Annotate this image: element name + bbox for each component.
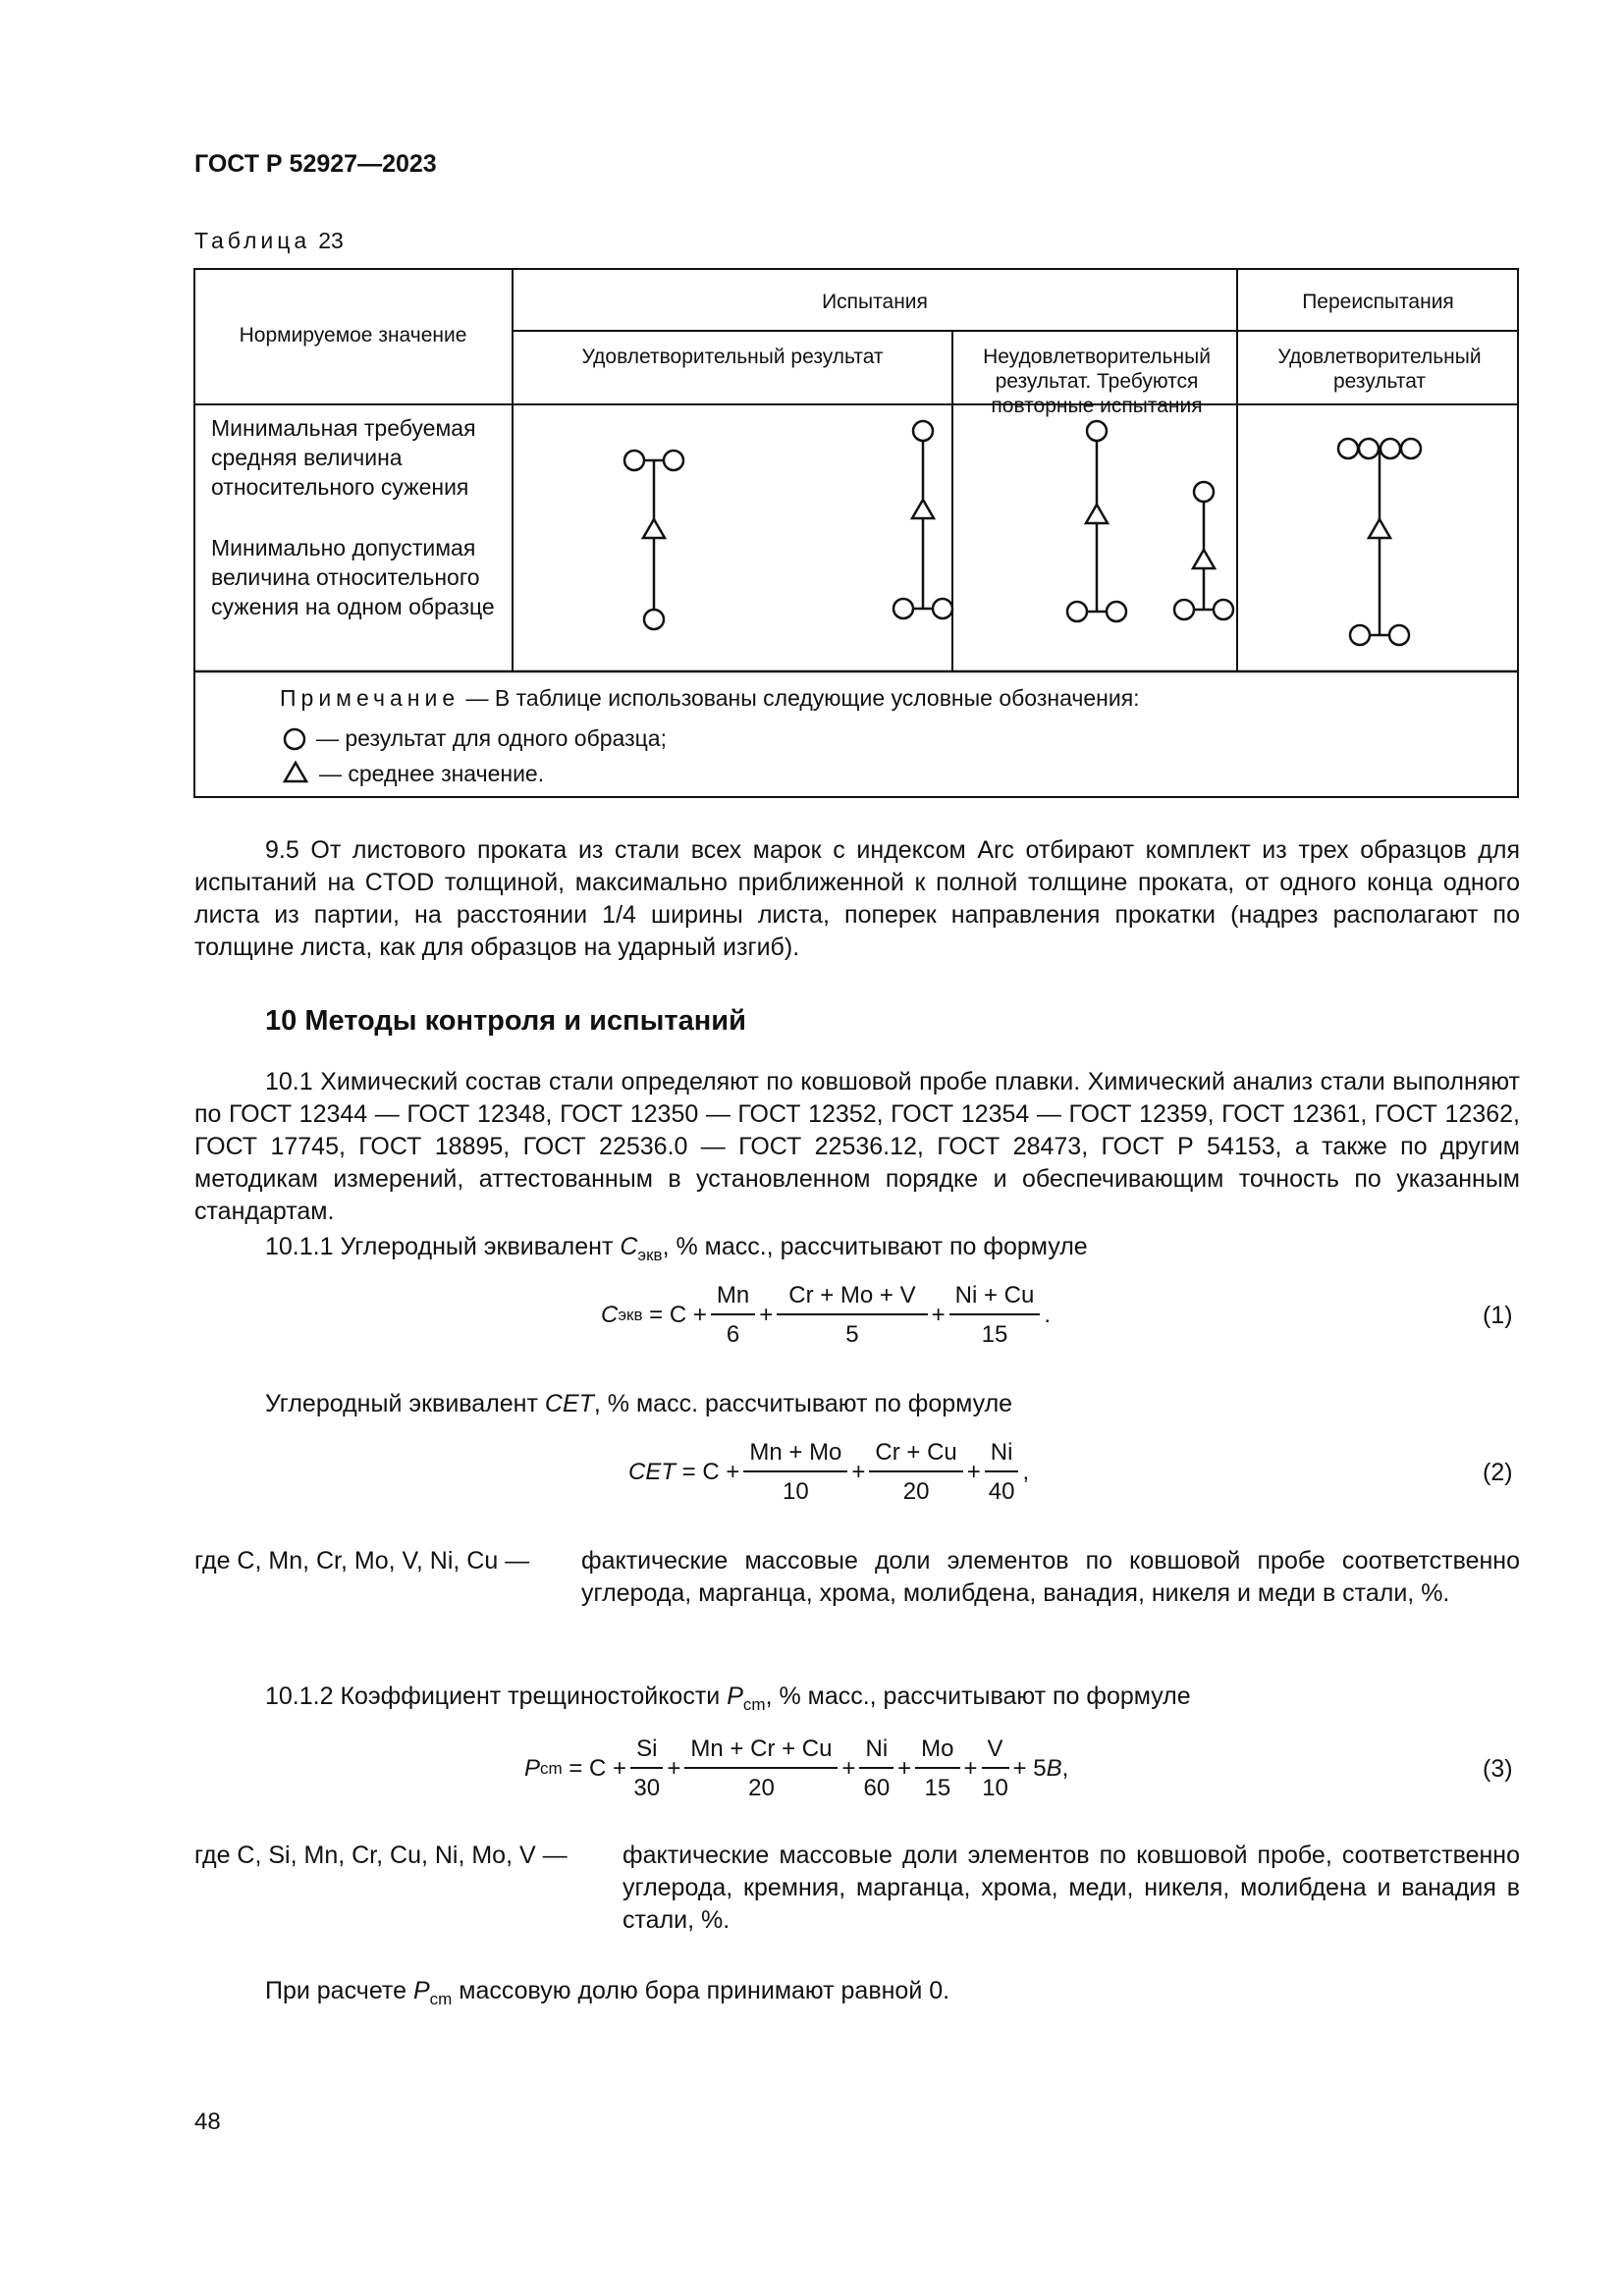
circle-icon: [624, 451, 644, 470]
note-circle-text: — результат для одного образца;: [316, 725, 667, 751]
row-text-single: Минимально допустимая величина относительного сужения на одном образце: [211, 535, 495, 619]
f1-frac-1: $\frac{Mn}{6}$: [711, 1282, 755, 1349]
f3-lhs-sub: cm: [540, 1759, 563, 1778]
triangle-icon: [643, 519, 665, 538]
pcet-post: , % масс. рассчитывают по формуле: [593, 1390, 1013, 1417]
f3-eq: = C +: [568, 1755, 627, 1782]
formula-2-number: (2): [1483, 1459, 1513, 1486]
formula-1-number: (1): [1483, 1302, 1513, 1329]
circle-icon: [913, 421, 933, 441]
formula-1: C экв = C + $\frac{Mn}{6}$ + $\frac{Cr + Mo + V}{5}$ + $\frac{Ni + Cu}{15}$ .: [601, 1282, 1051, 1348]
circle-icon: [893, 599, 913, 618]
circle-icon: [1338, 439, 1358, 458]
pbor-sub: cm: [429, 1990, 453, 2008]
note-label: Примечание: [280, 685, 460, 711]
paragraph-10-1-2: [265, 1681, 1191, 1721]
pbor-post: массовую долю бора принимают равной 0.: [459, 1977, 950, 2004]
circle-icon: [1359, 439, 1379, 458]
table-23: [193, 268, 1519, 798]
f2-frac-1: $\frac{Mn + Mo}{10}$: [743, 1439, 847, 1506]
row-text-average: Минимальная требуемая средняя величина относительного сужения: [211, 415, 476, 500]
f3-frac-4: $\frac{Mo}{15}$: [915, 1735, 959, 1802]
circle-icon: [1194, 482, 1214, 502]
circle-icon: [664, 451, 683, 470]
f3-end-pre: + 5: [1012, 1755, 1047, 1782]
circle-icon: [1389, 625, 1409, 645]
paragraph-10-1-1: [265, 1231, 1088, 1271]
circle-icon: [1067, 602, 1087, 621]
p1011-sub: экв: [637, 1246, 663, 1264]
triangle-icon: [1369, 519, 1390, 538]
table-caption-word: Таблица: [194, 228, 311, 253]
legend-triangle-icon: [285, 763, 306, 781]
f3-lhs: P: [524, 1755, 541, 1782]
f1-frac-2: $\frac{Cr + Mo + V}{5}$: [777, 1282, 927, 1349]
f1-eq: = C +: [649, 1302, 707, 1328]
f3-frac-1: $\frac{Si}{30}$: [630, 1735, 663, 1802]
paragraph-bor: [265, 1975, 949, 2015]
p1011-pre: 10.1.1 Углеродный эквивалент: [265, 1233, 614, 1260]
circle-icon: [1107, 602, 1126, 621]
circle-icon: [1087, 421, 1107, 441]
table-caption-number: 23: [318, 228, 344, 253]
note-triangle-text: — среднее значение.: [319, 761, 545, 786]
where-2-label: где C, Si, Mn, Cr, Cu, Ni, Mo, V —: [194, 1842, 568, 1869]
page-number: 48: [194, 2109, 221, 2135]
circle-icon: [644, 610, 664, 629]
circle-icon: [1350, 625, 1370, 645]
f3-frac-2: $\frac{Mn + Cr + Cu}{20}$: [684, 1735, 838, 1802]
p1012-sub: cm: [742, 1695, 766, 1714]
triangle-icon: [1193, 550, 1215, 568]
formula-3: P cm = C + $\frac{Si}{30}$ + $\frac{Mn + Cr + Cu}{20}$ + $\frac{Ni}{60}$ + $\frac{Mo}{15}$ + $\frac{V}{10}$ + 5 B ,: [524, 1735, 1069, 1801]
table-caption: [194, 228, 344, 254]
symbols-satisfactory: [624, 451, 683, 629]
f2-eq: = C +: [681, 1459, 740, 1485]
symbols-retest: [1338, 439, 1421, 645]
paragraph-10-1: 10.1 Химический состав стали определяют по ковшовой пробе плавки. Химический анализ стали выполняют по ГОСТ 12344 — ГОСТ 12348, ГОСТ 12350 — ГОСТ 12352, ГОСТ 12354 — ГОСТ 12359, ГОСТ 12361, ГОСТ 12362, ГОСТ 17745, ГОСТ 18895, ГОСТ 22536.0 — ГОСТ 22536.12, ГОСТ 28473, ГОСТ Р 54153, а также по другим методикам измерений, аттестованным в установленном порядке и обеспечивающим точность по указанным стандартам.: [194, 1068, 1520, 1225]
header-retests: Переиспытания: [1302, 291, 1454, 313]
f1-lhs: C: [601, 1302, 619, 1328]
note-intro: — В таблице использованы следующие условные обозначения:: [465, 685, 1140, 711]
circle-icon: [1174, 600, 1194, 619]
circle-icon: [1214, 600, 1233, 619]
f3-frac-3: $\frac{Ni}{60}$: [859, 1735, 893, 1802]
legend-circle-icon: [285, 729, 304, 749]
f1-lhs-sub: экв: [618, 1306, 643, 1324]
circle-icon: [1380, 439, 1400, 458]
triangle-icon: [1086, 505, 1108, 523]
subheader-unsatisfactory: Неудовлетворительный результат. Требуются повторные испытания: [983, 346, 1211, 417]
subheader-satisfactory: Удовлетворительный результат: [581, 346, 884, 368]
formula-3-number: (3): [1483, 1755, 1513, 1783]
formula-2: CET = C + $\frac{Mn + Mo}{10}$ + $\frac{Cr + Cu}{20}$ + $\frac{Ni}{40}$ ,: [628, 1439, 1030, 1505]
circle-icon: [1401, 439, 1421, 458]
circle-icon: [933, 599, 952, 618]
p1012-pre: 10.1.2 Коэффициент трещиностойкости: [265, 1682, 721, 1710]
section-heading-10: 10 Методы контроля и испытаний: [265, 1005, 746, 1037]
p1012-sym: P: [727, 1682, 743, 1710]
f1-frac-3: $\frac{Ni + Cu}{15}$: [949, 1282, 1041, 1349]
where-1-label: где C, Mn, Cr, Mo, V, Ni, Cu —: [194, 1547, 530, 1575]
symbols-unsatisfactory: [893, 421, 1233, 621]
p1011-post: , % масс., рассчитывают по формуле: [662, 1233, 1088, 1260]
subheader-retest-satisfactory: Удовлетворительный результат: [1277, 346, 1482, 393]
p1011-sym: C: [620, 1233, 638, 1260]
pcet-pre: Углеродный эквивалент: [265, 1390, 538, 1417]
f2-frac-3: $\frac{Ni}{40}$: [985, 1439, 1019, 1506]
where-2-text: фактические массовые доли элементов по ковшовой пробе, соответственно углерода, кремния, марганца, хрома, меди, никеля, молибдена и ванадия в стали, %.: [623, 1842, 1520, 1934]
triangle-icon: [912, 500, 934, 518]
document-header: ГОСТ Р 52927—2023: [194, 150, 437, 178]
paragraph-9-5: 9.5 От листового проката из стали всех марок с индексом Arc отбирают комплект из трех образцов для испытаний на CTOD толщиной, максимально приближенной к полной толщине проката, от одного конца одного листа из партии, на расстоянии 1/4 ширины листа, поперек направления прокатки (надрез располагают по толщине листа, как для образцов на ударный изгиб).: [194, 836, 1520, 961]
paragraph-cet: [265, 1388, 1012, 1420]
f3-frac-5: $\frac{V}{10}$: [982, 1735, 1008, 1801]
pbor-sym: P: [412, 1977, 430, 2004]
pbor-pre: При расчете: [265, 1977, 406, 2004]
table-note: [280, 685, 1140, 712]
f2-lhs: CET: [628, 1459, 676, 1485]
where-1-text: фактические массовые доли элементов по ковшовой пробе соответственно углерода, марганца, хрома, молибдена, ванадия, никеля и меди в стали, %.: [581, 1547, 1520, 1607]
f3-end-sym: B: [1046, 1755, 1062, 1782]
header-normalized-value: Нормируемое значение: [239, 324, 467, 347]
header-tests: Испытания: [822, 291, 928, 313]
f2-frac-2: $\frac{Cr + Cu}{20}$: [869, 1439, 962, 1506]
pcet-sym: CET: [544, 1390, 594, 1417]
p1012-post: , % масс., рассчитывают по формуле: [765, 1682, 1191, 1710]
